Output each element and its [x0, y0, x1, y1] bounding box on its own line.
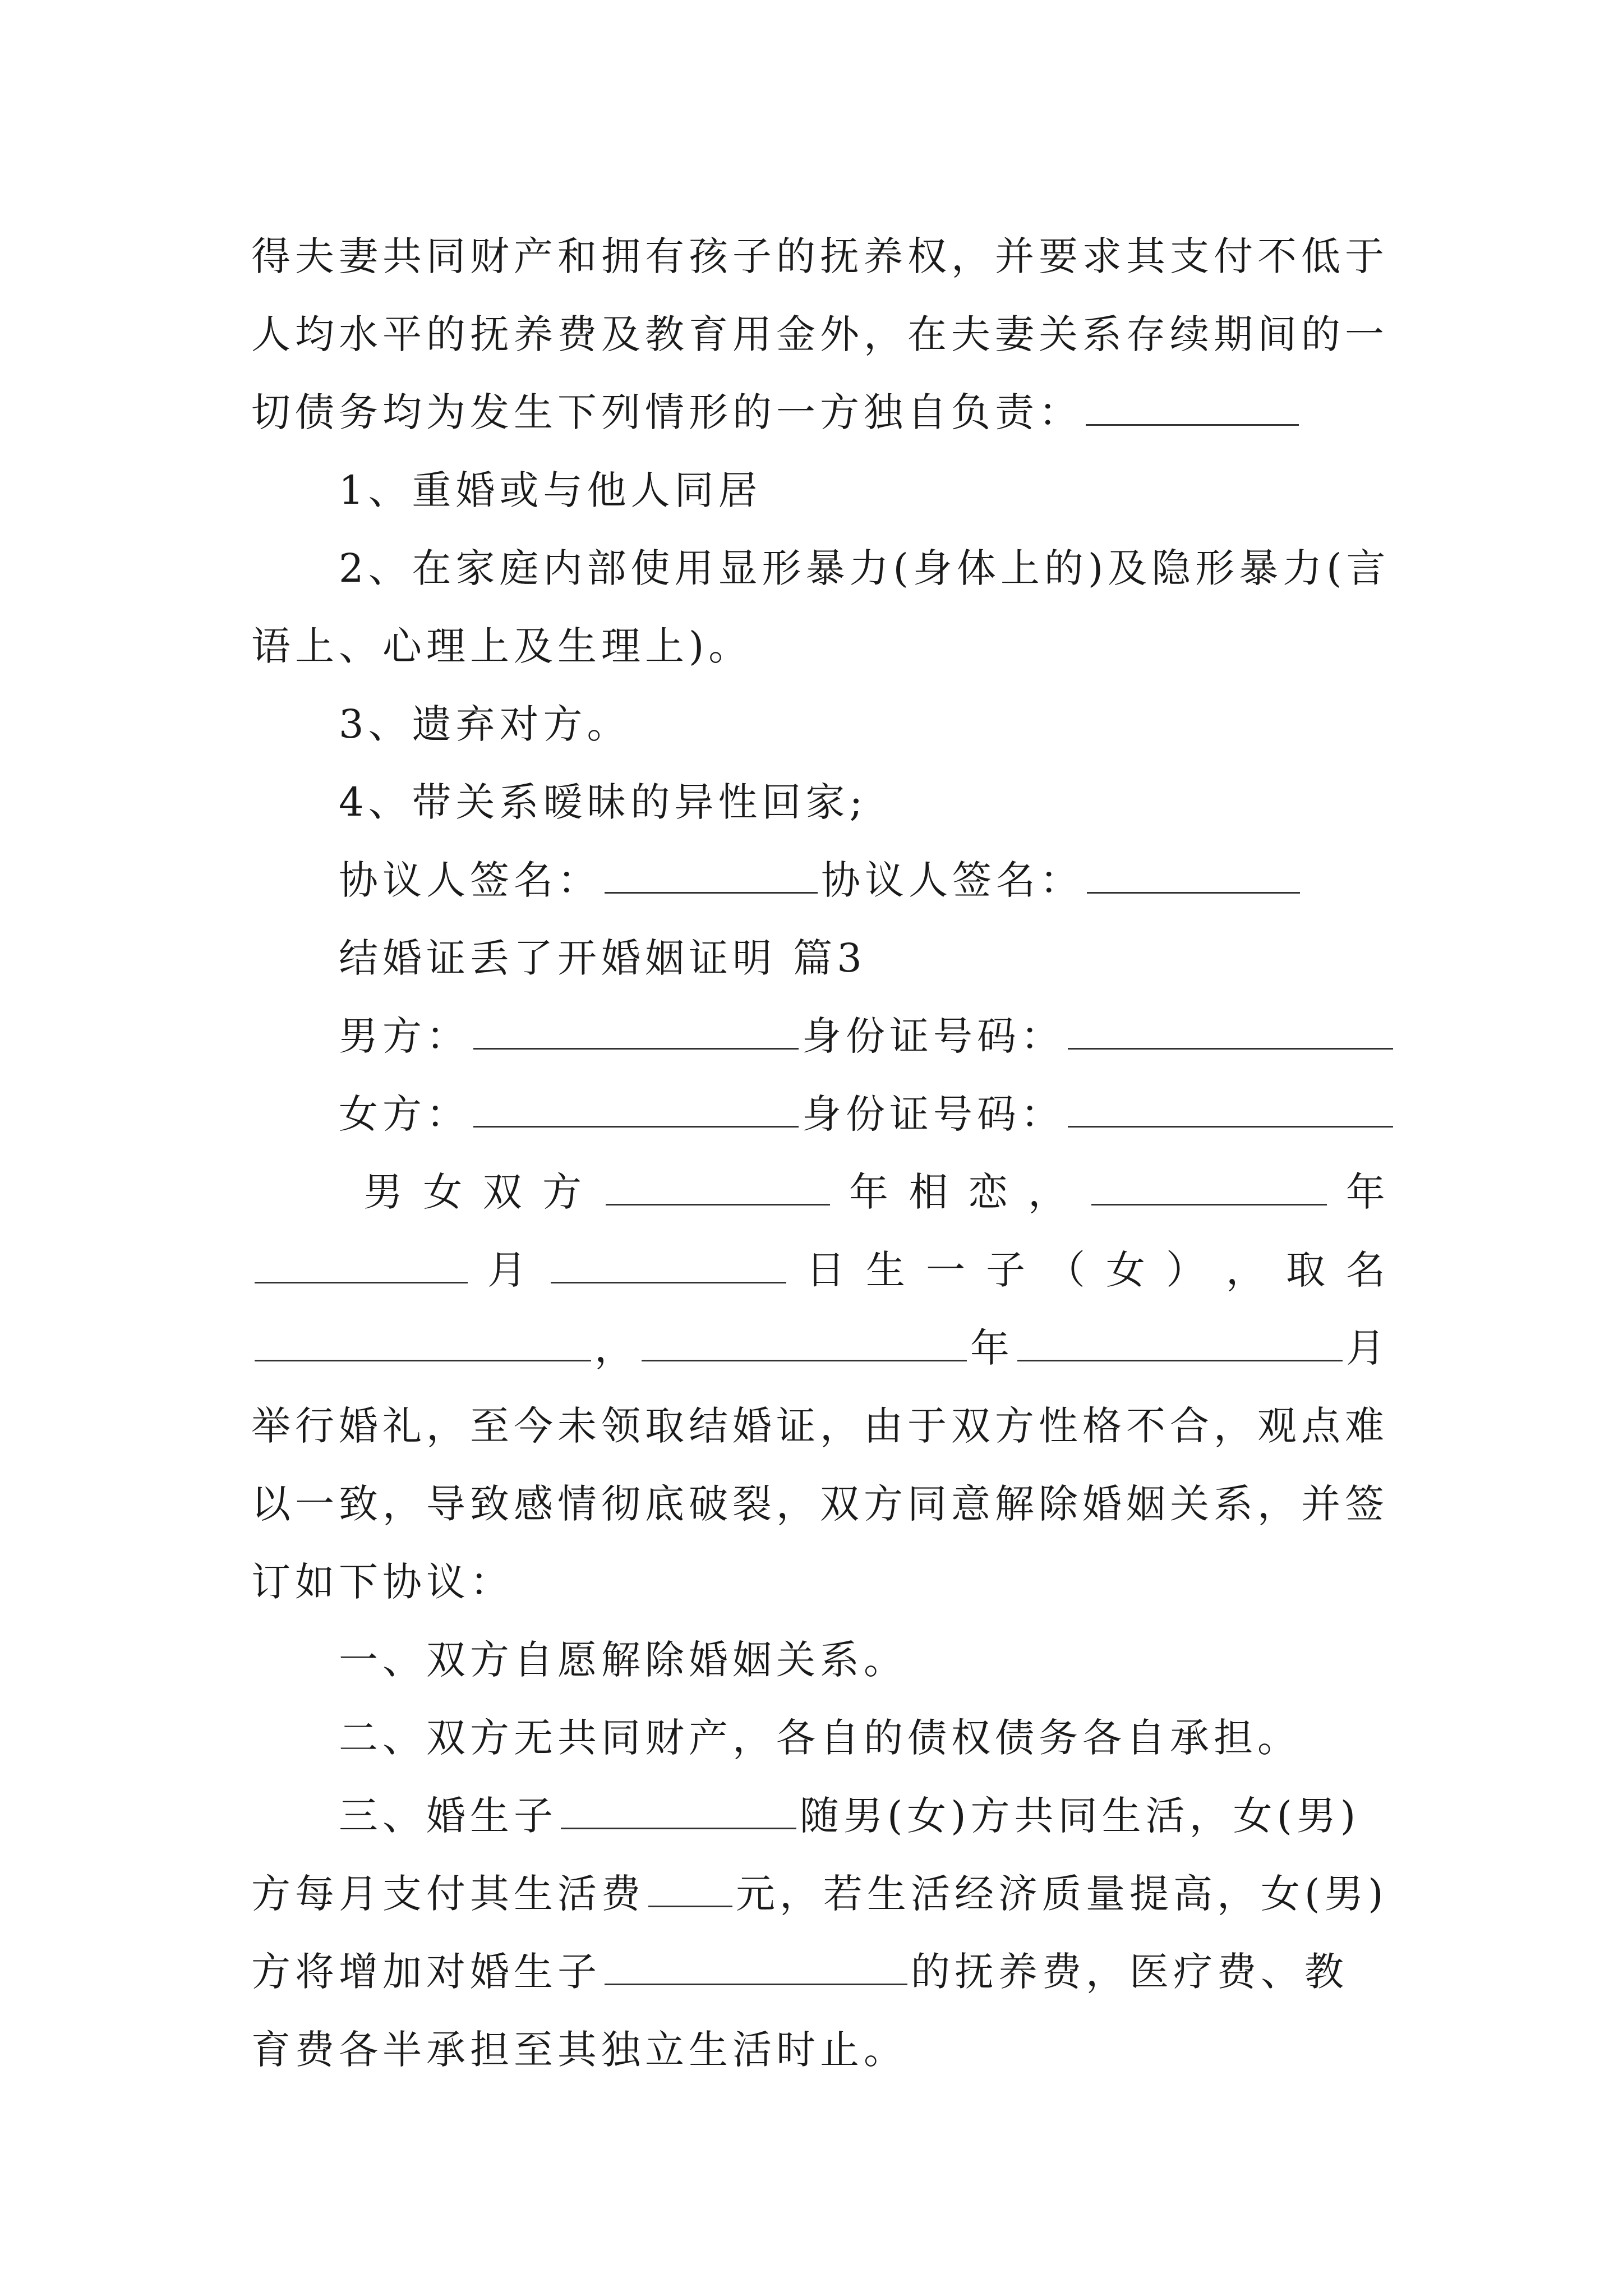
blank-field [606, 1204, 830, 1205]
clause-text: 方每月支付其生活费 [251, 1871, 645, 1917]
blank-field [1017, 1360, 1343, 1361]
char: 年 [970, 1325, 1014, 1371]
list-item: 1、重婚或与他人同居 [339, 467, 762, 513]
male-info-row [251, 997, 1390, 1075]
char: ， [1226, 1247, 1270, 1293]
female-info-row [251, 1075, 1390, 1153]
blank-field [255, 1360, 591, 1361]
paragraph-line: 人均水平的抚养费及教育用金外，在夫妻关系存续期间的一 [251, 311, 1389, 357]
signature-blank [1087, 892, 1300, 894]
blank-field [605, 1984, 907, 1985]
paragraph-line [251, 374, 1390, 452]
paragraph-line: 以一致，导致感情彻底破裂，双方同意解除婚姻关系，并签 [251, 1481, 1389, 1527]
signature-blank [605, 892, 818, 894]
clause-text: 元，若生活经济质量提高，女(男) [736, 1871, 1388, 1917]
clause-text: 的抚养费，医疗费、教 [911, 1949, 1348, 1995]
section-title: 结婚证丢了开婚姻证明 篇3 [339, 935, 866, 981]
document-body [251, 218, 1390, 2089]
signature-label: 协议人签名： [339, 857, 601, 903]
char: （ [1046, 1247, 1090, 1293]
male-id-blank [1068, 1048, 1393, 1050]
paragraph-line: 订如下协议： [251, 1559, 514, 1605]
char: 月 [1346, 1325, 1390, 1371]
paragraph-line: 举行婚礼，至今未领取结婚证，由于双方性格不合，观点难 [251, 1403, 1389, 1449]
male-label: 男方： [339, 1013, 470, 1059]
paragraph-line: 得夫妻共同财产和拥有孩子的抚养权，并要求其支付不低于 [251, 233, 1389, 279]
char: 子 [986, 1247, 1030, 1293]
clause-continuation: 育费各半承担至其独立生活时止。 [251, 2027, 907, 2073]
clause-continuation [251, 1933, 1390, 2011]
char: 女 [1106, 1247, 1150, 1293]
signature-label: 协议人签名： [821, 857, 1083, 903]
blank-field [255, 1282, 468, 1283]
male-name-blank [473, 1048, 799, 1050]
char: 取 [1286, 1247, 1330, 1293]
clause-continuation [251, 1855, 1390, 1933]
char: ， [594, 1325, 638, 1371]
clause: 一、双方自愿解除婚姻关系。 [339, 1637, 907, 1683]
clause-text: 方将增加对婚生子 [251, 1949, 601, 1995]
char: ， [1028, 1169, 1072, 1215]
char: 双 [482, 1169, 527, 1215]
char: 生 [866, 1247, 910, 1293]
justified-line [251, 1153, 1390, 1231]
blank-field [648, 1906, 732, 1907]
char: 方 [542, 1169, 587, 1215]
justified-line [251, 1231, 1390, 1309]
clause: 二、双方无共同财产，各自的债权债务各自承担。 [339, 1715, 1301, 1761]
female-id-blank [1068, 1126, 1393, 1128]
char: 恋 [968, 1169, 1012, 1215]
char: 年 [1345, 1169, 1390, 1215]
female-name-blank [473, 1126, 799, 1128]
blank-field [1091, 1204, 1327, 1205]
id-label: 身份证号码： [802, 1013, 1064, 1059]
list-item-continuation: 语上、心理上及生理上)。 [251, 623, 753, 669]
blank-field [642, 1360, 967, 1361]
char: 日 [806, 1247, 850, 1293]
list-item: 3、遗弃对方。 [339, 701, 631, 747]
clause-text: 随男(女)方共同生活，女(男) [800, 1793, 1361, 1839]
signature-row [251, 841, 1390, 919]
char: 名 [1346, 1247, 1390, 1293]
char: ） [1166, 1247, 1210, 1293]
blank-field [561, 1828, 796, 1829]
char: 年 [849, 1169, 893, 1215]
justified-line [251, 1309, 1390, 1387]
id-label: 身份证号码： [802, 1091, 1064, 1137]
female-label: 女方： [339, 1091, 470, 1137]
char: 相 [909, 1169, 953, 1215]
char: 女 [423, 1169, 467, 1215]
list-item: 2、在家庭内部使用显形暴力(身体上的)及隐形暴力(言 [339, 545, 1390, 591]
char: 一 [926, 1247, 970, 1293]
char: 月 [487, 1247, 531, 1293]
paragraph-text: 切债务均为发生下列情形的一方独自负责： [251, 389, 1082, 435]
clause [251, 1777, 1390, 1855]
clause-text: 三、婚生子 [339, 1793, 557, 1839]
char: 男 [363, 1169, 407, 1215]
list-item: 4、带关系暧昧的异性回家; [339, 779, 868, 825]
blank-field [1086, 424, 1299, 426]
blank-field [551, 1282, 786, 1283]
